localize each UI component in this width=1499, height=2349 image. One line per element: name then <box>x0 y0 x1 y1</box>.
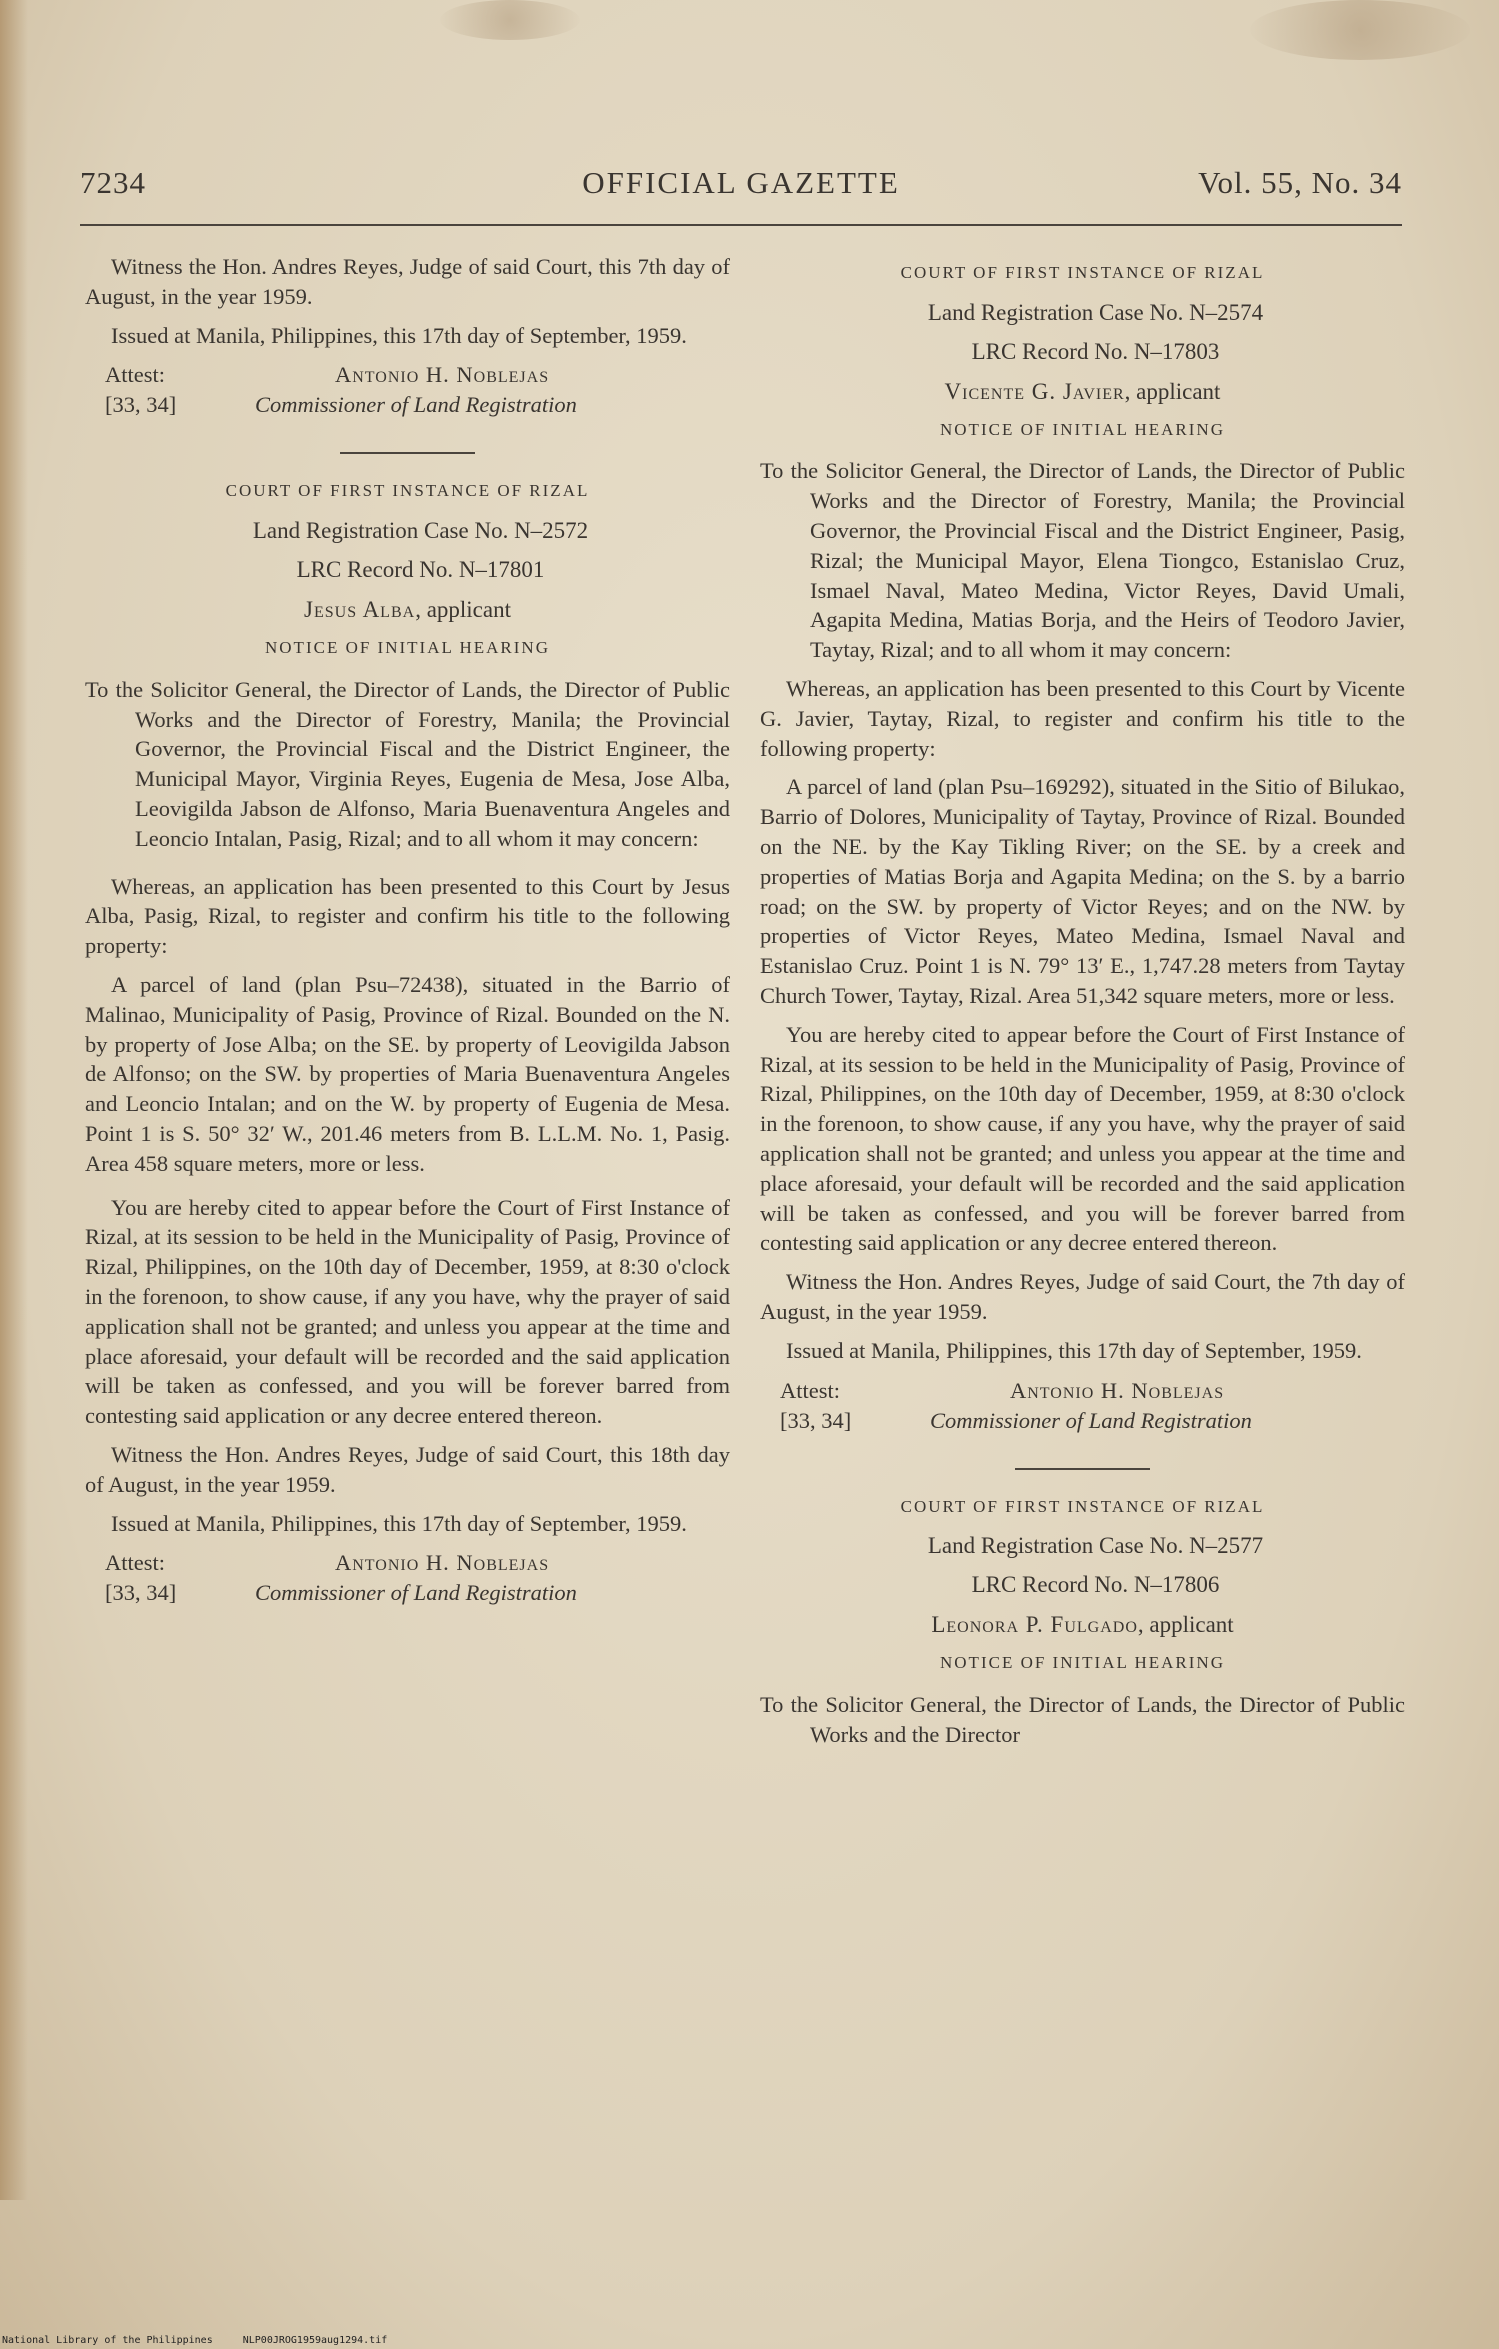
attest-ref: [33, 34] <box>105 392 177 418</box>
applicant-suffix: , applicant <box>1137 1612 1234 1638</box>
paper-stain <box>440 0 580 40</box>
witness-paragraph: Witness the Hon. Andres Reyes, Judge of said Court, this 7th day of August, in the year 1959. <box>85 254 730 309</box>
publication-title: OFFICIAL GAZETTE <box>582 165 900 200</box>
whereas-paragraph: Whereas, an application has been presented to this Court by Jesus Alba, Pasig, Rizal, to register and confirm his title to the following property: <box>85 873 730 959</box>
parcel-paragraph: A parcel of land (plan Psu–169292), situated in the Sitio of Bilukao, Barrio of Dolores, Municipality of Taytay, Province of Rizal. Bounded on the NE. by the Kay Tikling River; on the SE. by a creek and properties of Matias Borja and Agapita Medina; on the S. by a barrio road; on the SW. by property of Victor Reyes; and on the NW. by properties of Victor Reyes, Mateo Medina, Ismael Naval and Estanislao Cruz. Point 1 is N. 79° 13′ E., 1,747.28 meters from Taytay Church Tower, Taytay, Rizal. Area 51,342 square meters, more or less. <box>760 774 1405 1008</box>
section-divider <box>1015 1468 1150 1470</box>
cited-paragraph: You are hereby cited to appear before the Court of First Instance of Rizal, at its session to be held in the Municipality of Pasig, Province of Rizal, Philippines, on the 10th day of December, 1959, at 8:30 o'clock in the forenoon, to show cause, if any you have, why the prayer of said application shall not be granted; and unless you appear at the time and place aforesaid, your default will be recorded and the said application will be taken as confessed, and you will be forever barred from contesting said application or any decree entered thereon. <box>85 1194 730 1429</box>
court-heading: COURT OF FIRST INSTANCE OF RIZAL <box>900 263 1265 282</box>
case-number: Land Registration Case No. N–2572 <box>252 518 589 544</box>
witness-paragraph: Witness the Hon. Andres Reyes, Judge of said Court, this 18th day of August, in the year 1959. <box>85 1441 730 1497</box>
issued-paragraph: Issued at Manila, Philippines, this 17th day of September, 1959. <box>786 1337 1362 1363</box>
signatory-role: Commissioner of Land Registration <box>255 1580 577 1606</box>
notice-heading: NOTICE OF INITIAL HEARING <box>265 637 550 657</box>
address-paragraph: To the Solicitor General, the Director of Lands, the Director of Public Works and the Director of Forestry, Manila; the Provincial Governor, the Provincial Fiscal and the District Engineer, Pasig, Rizal; the Municipal Mayor, Elena Tiongco, Estanislao Cruz, Ismael Naval, Mateo Medina, Victor Reyes, David Umali, Agapita Medina, Matias Borja, and the Heirs of Teodoro Javier, Taytay, Rizal; and to all whom it may concern: <box>760 458 1405 663</box>
witness-paragraph: Witness the Hon. Andres Reyes, Judge of said Court, the 7th day of August, in the year 1959. <box>760 1269 1405 1324</box>
parcel-paragraph: A parcel of land (plan Psu–72438), situated in the Barrio of Malinao, Municipality of Pasig, Province of Rizal. Bounded on the N. by property of Jose Alba; on the SE. by property of Leovigilda Jabson de Alfonso; on the SW. by properties of Maria Buenaventura Angeles and Leoncio Intalan; and on the W. by property of Eugenia de Mesa. Point 1 is S. 50° 32′ W., 201.46 meters from B. L.L.M. No. 1, Pasig. Area 458 square meters, more or less. <box>85 971 730 1176</box>
page-header <box>80 165 1402 210</box>
applicant-name: Jesus Alba <box>304 597 416 623</box>
issued-paragraph: Issued at Manila, Philippines, this 17th day of September, 1959. <box>111 1510 687 1536</box>
whereas-paragraph: Whereas, an application has been presented to this Court by Vicente G. Javier, Taytay, Rizal, to register and confirm his title to the following property: <box>760 675 1405 761</box>
attest-block <box>85 360 730 422</box>
signatory-name: Antonio H. Noblejas <box>335 1550 550 1576</box>
section-divider <box>340 452 475 454</box>
signatory-role: Commissioner of Land Registration <box>255 392 577 418</box>
signatory-name: Antonio H. Noblejas <box>335 362 550 388</box>
issued-paragraph: Issued at Manila, Philippines, this 17th day of September, 1959. <box>111 322 687 348</box>
notice-heading: NOTICE OF INITIAL HEARING <box>940 419 1225 439</box>
address-paragraph: To the Solicitor General, the Director of Lands, the Director of Public Works and the Director <box>760 1691 1405 1747</box>
address-paragraph: To the Solicitor General, the Director of Lands, the Director of Public Works and the Director of Forestry, Manila; the Provincial Governor, the Provincial Fiscal and the District Engineer, the Municipal Mayor, Virginia Reyes, Eugenia de Mesa, Jose Alba, Leovigilda Jabson de Alfonso, Maria Buenaventura Angeles and Leoncio Intalan, Pasig, Rizal; and to all whom it may concern: <box>85 676 730 851</box>
applicant-suffix: , applicant <box>415 597 511 623</box>
applicant-line <box>760 377 1405 407</box>
signatory-role: Commissioner of Land Registration <box>930 1407 1252 1433</box>
attest-label: Attest: <box>105 1550 165 1576</box>
page-number: 7234 <box>80 165 146 200</box>
attest-label: Attest: <box>105 362 165 388</box>
attest-label: Attest: <box>780 1377 840 1403</box>
attest-ref: [33, 34] <box>105 1580 177 1606</box>
library-credit: National Library of the Philippines <box>2 2335 213 2346</box>
signatory-name: Antonio H. Noblejas <box>1010 1377 1225 1403</box>
attest-block <box>760 1376 1405 1438</box>
scan-footer <box>2 2335 411 2346</box>
paper-stain <box>1250 0 1470 60</box>
court-heading: COURT OF FIRST INSTANCE OF RIZAL <box>900 1496 1265 1516</box>
applicant-line <box>85 595 730 625</box>
case-number: Land Registration Case No. N–2574 <box>927 299 1264 325</box>
left-column <box>85 252 730 1610</box>
record-number: LRC Record No. N–17801 <box>296 557 545 583</box>
notice-heading: NOTICE OF INITIAL HEARING <box>940 1653 1225 1673</box>
right-column <box>760 252 1405 1758</box>
applicant-name: Vicente G. Javier <box>944 378 1125 404</box>
applicant-suffix: , applicant <box>1124 378 1221 404</box>
cited-paragraph: You are hereby cited to appear before the Court of First Instance of Rizal, at its session to be held in the Municipality of Pasig, Province of Rizal, Philippines, on the 10th day of December, 1959, at 8:30 o'clock in the forenoon, to show cause, if any you have, why the prayer of said application shall not be granted; and unless you appear at the time and place aforesaid, your default will be recorded and the said application will be taken as confessed, and you will be forever barred from contesting said application or any decree entered thereon. <box>760 1021 1405 1256</box>
court-heading: COURT OF FIRST INSTANCE OF RIZAL <box>225 481 590 501</box>
applicant-line <box>760 1610 1405 1640</box>
attest-ref: [33, 34] <box>780 1407 852 1433</box>
record-number: LRC Record No. N–17806 <box>971 1572 1220 1598</box>
file-name: NLP00JROG1959aug1294.tif <box>242 2335 388 2346</box>
volume-number: Vol. 55, No. 34 <box>1198 165 1402 200</box>
attest-block <box>85 1548 730 1610</box>
page-edge-shadow <box>0 0 28 2200</box>
applicant-name: Leonora P. Fulgado <box>931 1612 1138 1638</box>
case-number: Land Registration Case No. N–2577 <box>927 1533 1264 1559</box>
record-number: LRC Record No. N–17803 <box>971 338 1220 364</box>
header-rule <box>80 224 1402 226</box>
